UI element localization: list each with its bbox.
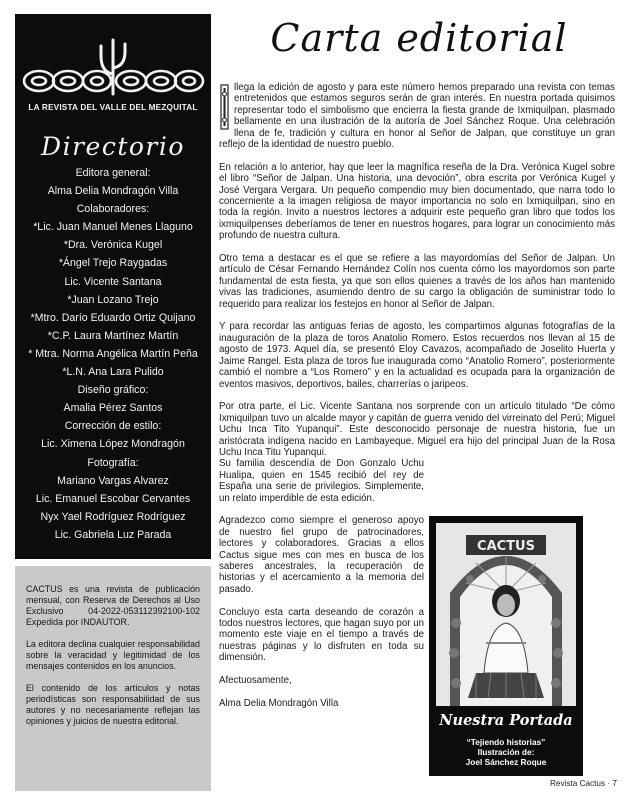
staff-list	[15, 164, 211, 544]
cover-caption-author: Joel Sánchez Roque	[465, 757, 547, 767]
svg-text:CACTUS: CACTUS	[477, 539, 535, 554]
staff-line: Editora general:	[75, 167, 151, 179]
article-paragraph: Otro tema a destacar es el que se refiere a las mayordomías del Señor de Jalpan. Un artículo de César Fernando Hernández Colín nos cuenta cómo los mayordomos son parte fundamental de esta fiesta, ya que son ellos quienes a través de los años han mantenido vivas las tradiciones, asumiendo dentro de su cargo la obligación de suministrar todo lo requerido para realizar los festejos en honor al Señor de Jalpan.	[219, 253, 615, 310]
cover-illustration	[436, 523, 576, 706]
article-paragraph-text: llega la edición de agosto y para este número hemos preparado una revista con temas entretenidos que estamos seguros serán de gran interés. En nuestra portada quisimos representar todo el simbolismo que encierra la fiesta grande de Ixmiquilpan, plasmado bellamente en una ilustración de la autoría de Joel Sánchez Roque. Una celebración llena de fe, tradición y cultura en honor al Señor de Jalpan, que constituye un gran reflejo de la identidad de nuestro pueblo.	[219, 82, 615, 151]
staff-line: Lic. Gabriela Luz Parada	[54, 528, 172, 541]
cover-label: Nuestra Portada	[439, 712, 573, 729]
staff-line: *Mtro. Darío Eduardo Ortiz Quijano	[30, 311, 196, 324]
article-paragraph: Y para recordar las antiguas ferias de agosto, les compartimos algunas fotografías de la inauguración de la plaza de toros Anatolio Romero. Estos recuerdos nos llevan al 15 de agosto de 1973. Aquel día, se presentó Eloy Cavazos, acompañado de Joselito Huerta y Jaime Rangel. Esta plaza de toros fue inaugurada como “Anatolio Romero”, posteriormente cambió el nombre a “Los Romero” y en la actualidad es ocupada para la organización de eventos masivos, deportivos, bailes, charrerías o jaripeos.	[219, 321, 615, 390]
legal-paragraph: CACTUS es una revista de publicación mensual, con Reserva de Derechos al Uso Exclusivo 04-2022-053112392100-102 Expedida por INDAUTOR.	[26, 584, 200, 627]
staff-line: Nyx Yael Rodríguez Rodríguez	[40, 510, 186, 523]
dropcap-ornament-icon	[219, 84, 230, 130]
cover-caption-title: “Tejiendo historias”	[466, 737, 546, 747]
staff-line: Lic. Ximena López Mondragón	[41, 438, 185, 451]
cactus-logo	[21, 34, 205, 96]
legal-paragraph: El contenido de los artículos y notas periodísticas son responsabilidad de sus autores y no necesariamente reflejan las opiniones y juicios de nuestra editorial.	[26, 683, 200, 726]
closing-line: Afectuosamente,	[219, 675, 292, 687]
signature-line: Alma Delia Mondragón Villa	[219, 697, 339, 709]
article-paragraph: Por otra parte, el Lic. Vicente Santana nos sorprende con un artículo titulado “De cómo Ixmiquilpan tuvo un alcalde mayor y capitán de guerra venido del virreinato del Perú; Miguel Uchu Inca Tito Yupanqui”. Este desconocido personaje de nuestra historia, fue un aristócrata indígena nacido en Lambayeque. Miguel era hijo del principal Juan de la Rosa Uchu Inca Titu Yupanqui.	[219, 401, 615, 458]
article-paragraph	[219, 82, 615, 150]
staff-line: *Dra. Verónica Kugel	[63, 239, 163, 252]
staff-line: *L.N. Ana Lara Pulido	[62, 366, 164, 379]
directory-sidebar	[15, 14, 211, 559]
staff-line: Lic. Emanuel Escobar Cervantes	[35, 492, 191, 505]
article-title: Carta editorial	[270, 16, 568, 60]
legal-paragraph: La editora declina cualquier responsabilidad sobre la veracidad y legitimidad de los mensajes contenidos en los anuncios.	[26, 639, 200, 671]
staff-line: Mariano Vargas Alvarez	[57, 474, 169, 487]
staff-line: *Ángel Trejo Raygadas	[58, 257, 168, 270]
staff-line: Lic. Vicente Santana	[64, 275, 162, 288]
cover-caption	[429, 737, 583, 767]
article-paragraph: Concluyo esta carta deseando de corazón a todos nuestros lectores, que hagan suyo por un momento este viaje en el tiempo a través de nuestras páginas y lo disfruten en toda su dimensión.	[219, 606, 424, 664]
staff-line: * Mtra. Norma Angélica Martín Peña	[28, 347, 198, 360]
article-paragraph: Agradezco como siempre el generoso apoyo de nuestro fiel grupo de patrocinadores, lectores y colaboradores. Gracias a ellos Cactus sigue mes con mes en busca de los saberes ancestrales, la recuperación de historias y el acercamiento a la memoria del pasado.	[219, 515, 424, 595]
staff-line: Fotografía:	[87, 456, 139, 469]
staff-line: Corrección de estilo:	[64, 420, 162, 433]
article-paragraph: En relación a lo anterior, hay que leer la magnífica reseña de la Dra. Verónica Kugel sobre el libro “Señor de Jalpan. Una historia, una devoción”, obra escrita por Verónica Kugel y José Vergara Vergara. Un pequeño compendio muy bien documentado, que narra todo lo concerniente a la imagen religiosa de mayor importancia no solo en Ixmiquilpan, sino en toda la región. Invito a nuestros lectores a adquirir este pequeño gran libro que todos los ixmiquilpenses deberíamos de tener en nuestros hogares, para lograr un conocimiento más profundo de nuestra cultura.	[219, 161, 615, 242]
directory-title: Directorio	[41, 132, 185, 161]
article-paragraph: Su familia descendía de Don Gonzalo Uchu Hualipa, quien en 1545 recibió del rey de España una serie de privilegios. Simplemente, un relato imperdible de esta edición.	[219, 458, 424, 504]
magazine-tagline: LA REVISTA DEL VALLE DEL MEZQUITAL	[28, 103, 198, 112]
staff-line: *Juan Lozano Trejo	[67, 293, 159, 306]
staff-line: *C.P. Laura Martínez Martín	[47, 329, 179, 342]
cover-caption-line: Ilustración de:	[477, 747, 535, 757]
legal-notice-box	[15, 566, 211, 791]
staff-line: *Lic. Juan Manuel Menes Llaguno	[33, 221, 193, 234]
staff-line: Alma Delia Mondragón Villa	[47, 185, 179, 198]
staff-line: Diseño gráfico:	[77, 384, 149, 397]
page-footer: Revista Cactus · 7	[550, 779, 617, 788]
staff-line: Amalia Pérez Santos	[63, 402, 163, 415]
cover-box	[429, 516, 583, 776]
staff-line: Colaboradores:	[76, 203, 150, 216]
